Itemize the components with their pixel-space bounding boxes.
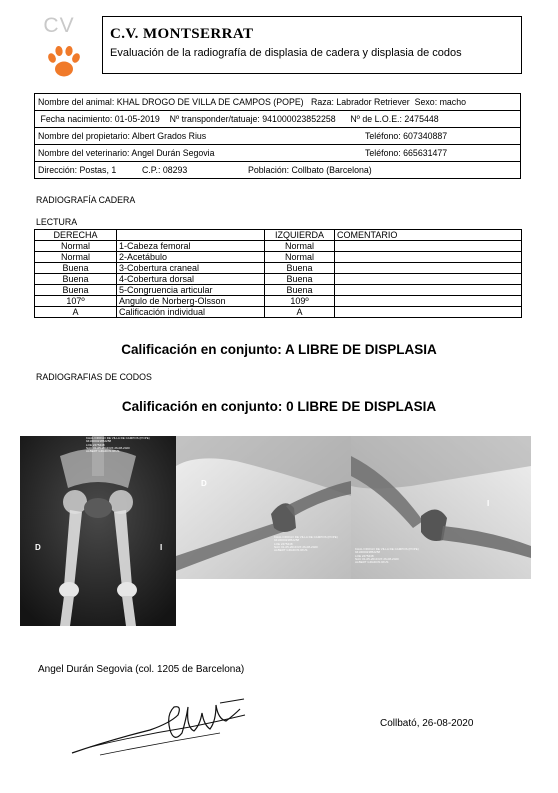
grading-row <box>35 274 522 285</box>
criterion: 1-Cabeza femoral <box>117 241 265 252</box>
reading-label: LECTURA <box>36 217 78 227</box>
header-comment: COMENTARIO <box>335 230 522 241</box>
owner-phone: Teléfono: 607340887 <box>365 131 448 141</box>
value-left: Buena <box>265 263 335 274</box>
signer-name: Angel Durán Segovia (col. 1205 de Barcelona) <box>38 664 245 675</box>
town: Población: Collbato (Barcelona) <box>248 165 372 175</box>
comment <box>335 241 522 252</box>
value-right: 107º <box>35 296 117 307</box>
elbow-left-marker: I <box>487 499 490 508</box>
hip-right-marker: D <box>35 543 41 552</box>
criterion: 4-Cobertura dorsal <box>117 274 265 285</box>
hip-overall-grade: Calificación en conjunto: A LIBRE DE DISPLASIA <box>121 342 437 357</box>
document-title: Evaluación de la radiografía de displasia de cadera y displasia de codos <box>110 47 462 59</box>
info-row-ids <box>35 111 521 128</box>
value-right: Buena <box>35 263 117 274</box>
vet-name: Nombre del veterinario: Angel Durán Segovia <box>38 148 215 158</box>
elbow-left-xray-label: KHAL DROGO DE VILLA DE CAMPOS (POPE) 941000023852258 LOE 2475448 NAC 01-05-2019 RX 26-08-2020 ALBERT GRADOS RIUS <box>355 547 419 565</box>
logo-letters: CV <box>43 14 75 37</box>
birth-date: Fecha nacimiento: 01-05-2019 <box>40 114 160 124</box>
transponder-number: Nº transponder/tatuaje: 941000023852258 <box>169 114 336 124</box>
hip-section-title: RADIOGRAFÍA CADERA <box>36 195 136 205</box>
value-left: Buena <box>265 285 335 296</box>
header-criterion <box>117 230 265 241</box>
info-row-owner <box>35 128 521 145</box>
info-row-vet <box>35 145 521 162</box>
value-right: Buena <box>35 274 117 285</box>
info-row-address <box>35 162 521 179</box>
animal-breed: Raza: Labrador Retriever <box>310 97 410 107</box>
header-left: IZQUIERDA <box>265 230 335 241</box>
value-right: A <box>35 307 117 318</box>
patient-info-table <box>34 93 521 179</box>
header-box <box>102 16 522 74</box>
criterion: 2-Acetábulo <box>117 252 265 263</box>
criterion: Calificación individual <box>117 307 265 318</box>
criterion: 5-Congruencia articular <box>117 285 265 296</box>
value-left: A <box>265 307 335 318</box>
value-left: 109º <box>265 296 335 307</box>
hip-xray-label: KHAL DROGO DE VILLA DE CAMPOS (POPE) 941000023852258 LOE 2475448 NAC 01-05-2019 RX 26-08-2020 ALBERT GRADOS RIUS <box>86 436 150 454</box>
grading-row <box>35 252 522 263</box>
loe-number: Nº de L.O.E.: 2475448 <box>350 114 439 124</box>
grading-row <box>35 307 522 318</box>
animal-sex: Sexo: macho <box>414 97 466 107</box>
grading-row <box>35 241 522 252</box>
clinic-logo <box>40 14 88 74</box>
grading-header-row <box>35 230 522 241</box>
elbow-section-title: RADIOGRAFIAS DE CODOS <box>36 372 152 382</box>
value-left: Buena <box>265 274 335 285</box>
grading-row <box>35 263 522 274</box>
elbow-right-xray-label: KHAL DROGO DE VILLA DE CAMPOS (POPE) 941000023852258 LOE 2475448 NAC 01-05-2019 RX 26-08-2020 ALBERT GRADOS RIUS <box>274 535 338 553</box>
paw-icon <box>44 42 84 82</box>
value-left: Normal <box>265 252 335 263</box>
value-left: Normal <box>265 241 335 252</box>
elbow-right-xray-image <box>176 436 351 579</box>
criterion: 3-Cobertura craneal <box>117 263 265 274</box>
place-date: Collbató, 26-08-2020 <box>380 718 474 729</box>
hip-grading-table <box>34 229 522 318</box>
elbow-right-marker: D <box>201 479 207 488</box>
clinic-name: C.V. MONTSERRAT <box>110 26 254 42</box>
criterion: Angulo de Norberg-Olsson <box>117 296 265 307</box>
postal-code: C.P.: 08293 <box>142 165 188 175</box>
handwritten-signature <box>70 685 270 760</box>
hip-xray-image <box>20 436 176 626</box>
vet-phone: Teléfono: 665631477 <box>365 148 448 158</box>
info-row-animal <box>35 94 521 111</box>
value-right: Normal <box>35 252 117 263</box>
value-right: Buena <box>35 285 117 296</box>
elbow-overall-grade: Calificación en conjunto: 0 LIBRE DE DISPLASIA <box>121 399 437 414</box>
comment <box>335 252 522 263</box>
grading-row <box>35 285 522 296</box>
comment <box>335 274 522 285</box>
address: Dirección: Postas, 1 <box>38 165 117 175</box>
grading-row <box>35 296 522 307</box>
value-right: Normal <box>35 241 117 252</box>
animal-name: Nombre del animal: KHAL DROGO DE VILLA DE CAMPOS (POPE) <box>38 97 304 107</box>
hip-left-marker: I <box>160 543 163 552</box>
comment <box>335 263 522 274</box>
elbow-left-xray-image <box>351 436 531 579</box>
comment <box>335 307 522 318</box>
comment <box>335 285 522 296</box>
header-right: DERECHA <box>35 230 117 241</box>
comment <box>335 296 522 307</box>
owner-name: Nombre del propietario: Albert Grados Rius <box>38 131 207 141</box>
